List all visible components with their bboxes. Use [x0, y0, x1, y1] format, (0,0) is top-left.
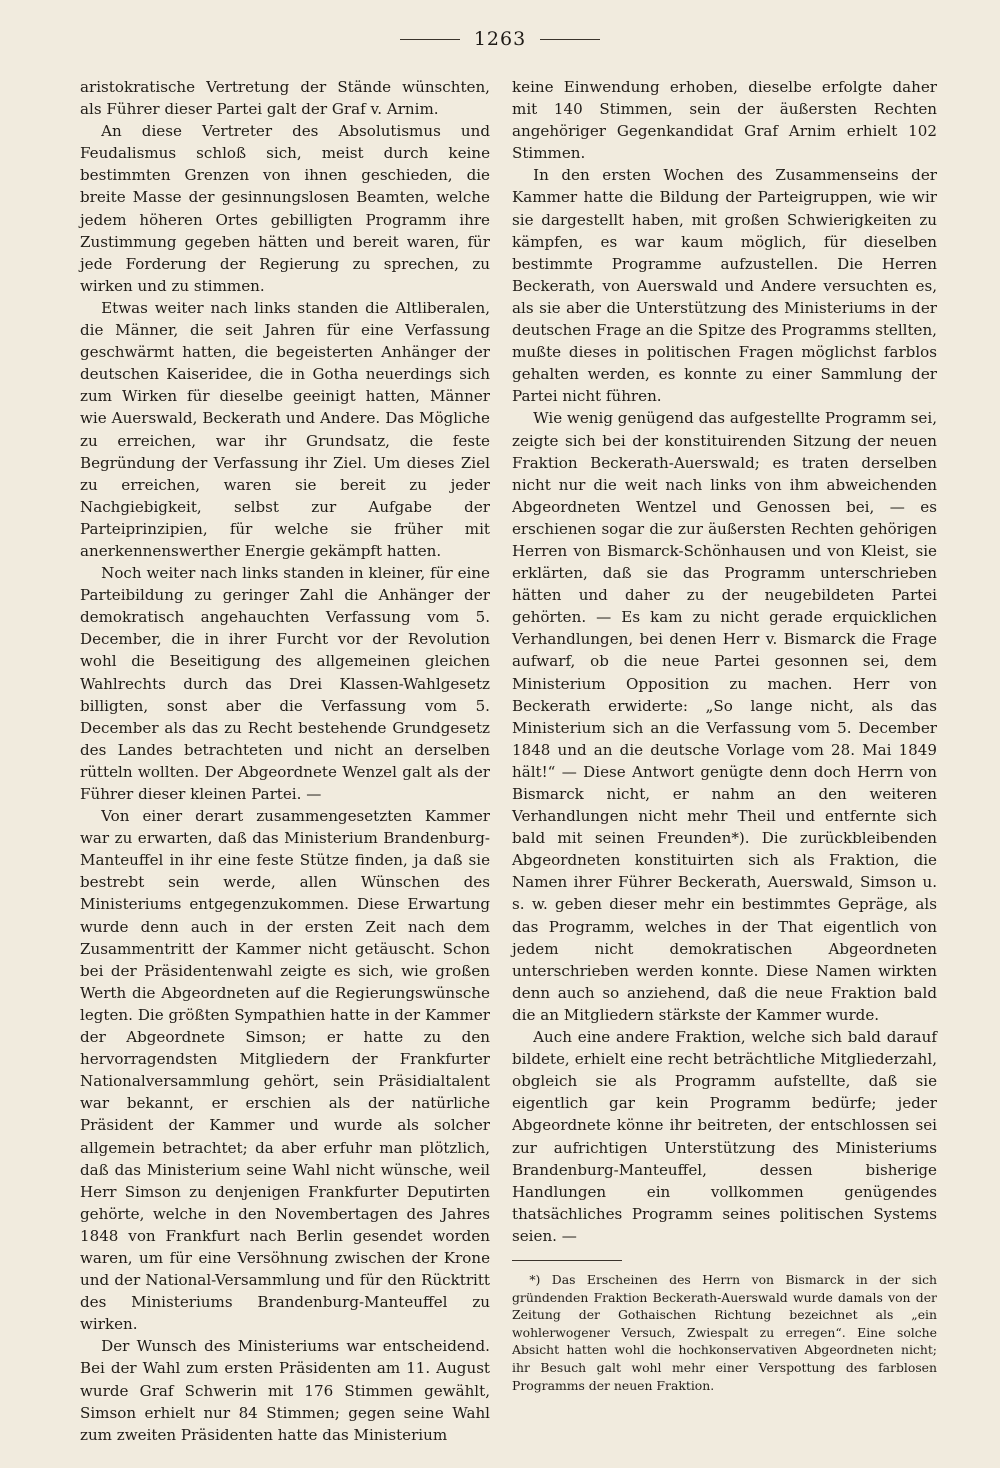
- paragraph: Der Wunsch des Ministeriums war entscheidend. Bei der Wahl zum ersten Präsidenten am 11. August wurde Graf Schwerin mit 176 Stimmen gewählt, Simson erhielt nur 84 Stimmen; gegen seine Wahl zum zweiten Präsidenten hatte das Ministerium: [80, 1337, 490, 1444]
- paragraph: In den ersten Wochen des Zusammenseins der Kammer hatte die Bildung der Parteigruppen, wie wir sie dargestellt haben, mit großen Schwierigkeiten zu kämpfen, es war kaum möglich, für dieselben bestimmte Programme aufzustellen. Die Herren Beckerath, von Auerswald und Andere versuchten es, als sie aber die Unterstützung des Ministeriums in der deutschen Frage an die Spitze des Programms stellten, mußte dieses in politischen Fragen möglichst farblos gehalten werden, es konnte zu einer Sammlung der Partei nicht führen.: [512, 166, 937, 406]
- paragraph: Etwas weiter nach links standen die Altliberalen, die Männer, die seit Jahren für eine Verfassung geschwärmt hatten, die begeisterten Anhänger der deutschen Kaiseridee, die in Gotha neuerdings sich zum Wirken für dieselbe geeinigt hatten, Männer wie Auerswald, Beckerath und Andere. Das Mögliche zu erreichen, war ihr Grundsatz, die feste Begründung der Verfassung ihr Ziel. Um dieses Ziel zu erreichen, waren sie bereit zu jeder Nachgiebigkeit, selbst zur Aufgabe der Parteiprinzipien, für welche sie früher mit anerkennenswerther Energie gekämpft hatten.: [80, 298, 490, 560]
- footnote: *) Das Erscheinen des Herrn von Bismarck in der sich gründenden Fraktion Beckerath-Auerswald wurde damals von der Zeitung der Gothaischen Richtung bezeichnet als „ein wohlerwogener Versuch, Zwiespalt zu erregen“. Eine solche Absicht hatten wohl die hochkonservativen Abgeordneten nicht; ihr Besuch galt wohl mehr einer Verspottung des farblosen Programms der neuen Fraktion.: [512, 1271, 937, 1393]
- paragraph: Wie wenig genügend das aufgestellte Programm sei, zeigte sich bei der konstituirenden Sitzung der neuen Fraktion Beckerath-Auerswald; es traten derselben nicht nur die weit nach links von ihm abweichenden Abgeordneten Wentzel und Genossen bei, — es erschienen sogar die zur äußersten Rechten gehörigen Herren von Bismarck-Schönhausen und von Kleist, sie erklärten, daß sie das Programm unterschrieben hätten und daher zu der neugebildeten Partei gehörten. — Es kam zu nicht gerade erquicklichen Verhandlungen, bei denen Herr v. Bismarck die Frage aufwarf, ob die neue Partei gesonnen sei, dem Ministerium Opposition zu machen. Herr von Beckerath erwiderte: „So lange nicht, als das Ministerium sich an die Verfassung vom 5. December 1848 und an die deutsche Vorlage vom 28. Mai 1849 hält!“ — Diese Antwort genügte denn doch Herrn von Bismarck nicht, er nahm an den weiteren Verhandlungen nicht mehr Theil und entfernte sich bald mit seinen Freunden*). Die zurückbleibenden Abgeordneten konstituirten sich als Fraktion, die Namen ihrer Führer Beckerath, Auerswald, Simson u. s. w. geben dieser mehr ein bestimmtes Gepräge, als das Programm, welches in der That eigentlich von jedem nicht demokratischen Abgeordneten unterschrieben werden konnte. Diese Namen wirkten denn auch so anziehend, daß die neue Fraktion bald die an Mitgliedern stärkste der Kammer wurde.: [512, 409, 937, 1024]
- paragraph: aristokratische Vertretung der Stände wünschten, als Führer dieser Partei galt der Graf v. Arnim.: [80, 78, 490, 119]
- paragraph: Von einer derart zusammengesetzten Kammer war zu erwarten, daß das Ministerium Brandenburg-Manteuffel in ihr eine feste Stütze finden, ja daß sie bestrebt sein werde, allen Wünschen des Ministeriums entgegenzukommen. Diese Erwartung wurde denn auch in der ersten Zeit nach dem Zusammentritt der Kammer nicht getäuscht. Schon bei der Präsidentenwahl zeigte es sich, wie großen Werth die Abgeordneten auf die Regierungswünsche legten. Die größten Sympathien hatte in der Kammer der Abgeordnete Simson; er hatte zu den hervorragendsten Mitgliedern der Frankfurter Nationalversammlung gehört, sein Präsidialtalent war bekannt, er erschien als der natürliche Präsident der Kammer und wurde als solcher allgemein betrachtet; da aber erfuhr man plötzlich, daß das Ministerium seine Wahl nicht wünsche, weil Herr Simson zu denjenigen Frankfurter Deputirten gehörte, welche in den Novembertagen des Jahres 1848 von Frankfurt nach Berlin gesendet worden waren, um für eine Versöhnung zwischen der Krone und der National-Versammlung und für den Rücktritt des Ministeriums Brandenburg-Manteuffel zu wirken.: [80, 807, 490, 1334]
- header-rule-left: [400, 39, 460, 40]
- paragraph: keine Einwendung erhoben, dieselbe erfolgte daher mit 140 Stimmen, sein der äußersten Rechten angehöriger Gegenkandidat Graf Arnim erhielt 102 Stimmen.: [512, 78, 937, 163]
- header-rule-right: [540, 39, 600, 40]
- paragraph: An diese Vertreter des Absolutismus und Feudalismus schloß sich, meist durch keine bestimmten Grenzen von ihnen geschieden, die breite Masse der gesinnungslosen Beamten, welche jedem höheren Ortes gebilligten Programm ihre Zustimmung gegeben hätten und bereit waren, für jede Forderung der Regierung zu sprechen, zu wirken und zu stimmen.: [80, 122, 490, 295]
- page-number: 1263: [473, 28, 527, 50]
- paragraph: Noch weiter nach links standen in kleiner, für eine Parteibildung zu geringer Zahl die Anhänger der demokratisch angehauchten Verfassung vom 5. December, die in ihrer Furcht vor der Revolution wohl die Beseitigung des allgemeinen gleichen Wahlrechts durch das Drei Klassen-Wahlgesetz billigten, sonst aber die Verfassung vom 5. December als das zu Recht bestehende Grundgesetz des Landes betrachteten und nicht an derselben rütteln wollten. Der Abgeordnete Wenzel galt als der Führer dieser kleinen Partei. —: [80, 564, 490, 803]
- footnote-divider: [512, 1260, 622, 1261]
- paragraph: Auch eine andere Fraktion, welche sich bald darauf bildete, erhielt eine recht beträchtliche Mitgliederzahl, obgleich sie als Programm aufstellte, daß sie eigentlich gar kein Programm bedürfe; jeder Abgeordnete könne ihr beitreten, der entschlossen sei zur aufrichtigen Unterstützung des Ministeriums Brandenburg-Manteuffel, dessen bisherige Handlungen ein vollkommen genügendes thatsächliches Programm seines politischen Systems seien. —: [512, 1028, 937, 1245]
- left-column: [80, 76, 490, 1446]
- page-header: [0, 28, 1000, 50]
- right-column: [512, 76, 937, 1394]
